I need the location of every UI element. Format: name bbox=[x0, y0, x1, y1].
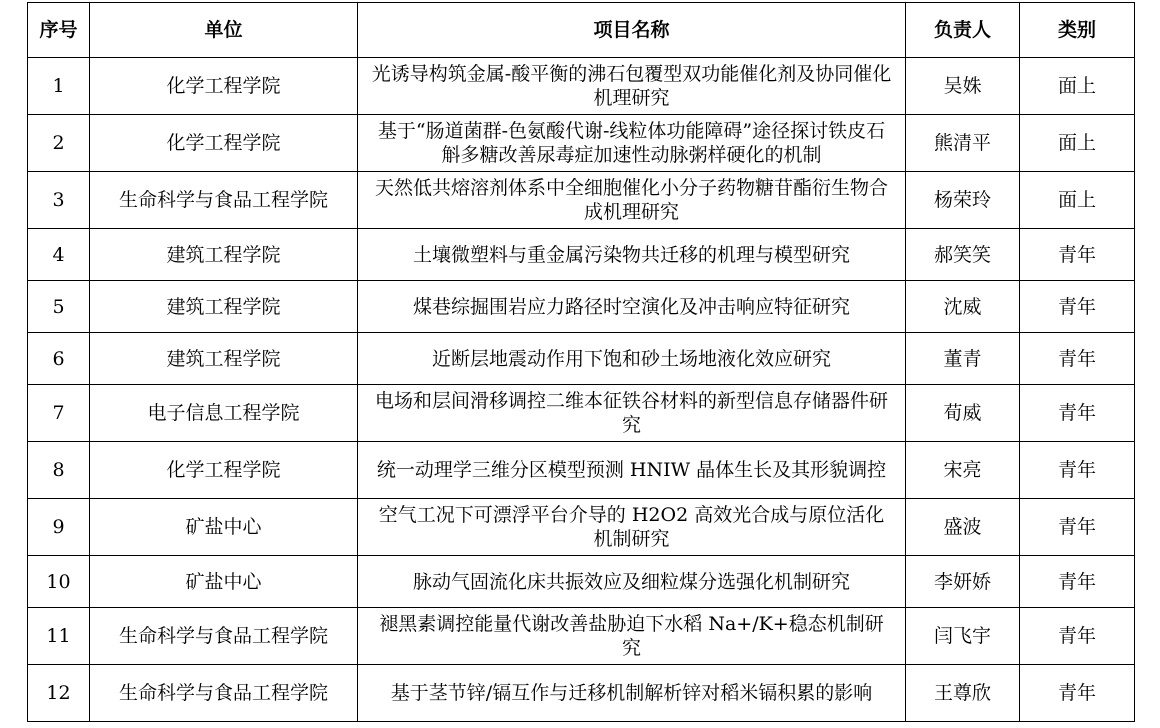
cell-index: 3 bbox=[28, 172, 90, 229]
cell-category: 青年 bbox=[1020, 556, 1135, 608]
cell-leader: 吴姝 bbox=[906, 58, 1020, 115]
table-row bbox=[28, 281, 1135, 333]
cell-category: 青年 bbox=[1020, 281, 1135, 333]
cell-category: 青年 bbox=[1020, 499, 1135, 556]
cell-unit: 电子信息工程学院 bbox=[90, 385, 358, 442]
cell-leader: 董青 bbox=[906, 333, 1020, 385]
cell-unit: 建筑工程学院 bbox=[90, 229, 358, 281]
cell-category: 青年 bbox=[1020, 608, 1135, 665]
cell-leader: 杨荣玲 bbox=[906, 172, 1020, 229]
cell-project: 近断层地震动作用下饱和砂土场地液化效应研究 bbox=[358, 333, 906, 385]
table-row bbox=[28, 385, 1135, 442]
cell-leader: 闫飞宇 bbox=[906, 608, 1020, 665]
cell-project: 基于“肠道菌群-色氨酸代谢-线粒体功能障碍”途径探讨铁皮石斛多糖改善尿毒症加速性动脉粥样硬化的机制 bbox=[358, 115, 906, 172]
cell-index: 12 bbox=[28, 665, 90, 722]
table-row bbox=[28, 608, 1135, 665]
cell-index: 5 bbox=[28, 281, 90, 333]
cell-unit: 建筑工程学院 bbox=[90, 333, 358, 385]
cell-leader: 李妍娇 bbox=[906, 556, 1020, 608]
cell-unit: 化学工程学院 bbox=[90, 115, 358, 172]
cell-category: 青年 bbox=[1020, 385, 1135, 442]
header-row bbox=[28, 3, 1135, 58]
cell-index: 4 bbox=[28, 229, 90, 281]
cell-leader: 沈威 bbox=[906, 281, 1020, 333]
table-row bbox=[28, 665, 1135, 722]
cell-leader: 郝笑笑 bbox=[906, 229, 1020, 281]
cell-category: 青年 bbox=[1020, 442, 1135, 499]
cell-index: 6 bbox=[28, 333, 90, 385]
header-leader: 负责人 bbox=[906, 3, 1020, 58]
cell-project: 土壤微塑料与重金属污染物共迁移的机理与模型研究 bbox=[358, 229, 906, 281]
cell-leader: 荀威 bbox=[906, 385, 1020, 442]
table-row bbox=[28, 499, 1135, 556]
cell-index: 11 bbox=[28, 608, 90, 665]
table-row bbox=[28, 115, 1135, 172]
cell-category: 青年 bbox=[1020, 229, 1135, 281]
cell-category: 面上 bbox=[1020, 58, 1135, 115]
cell-index: 9 bbox=[28, 499, 90, 556]
cell-project: 基于茎节锌/镉互作与迁移机制解析锌对稻米镉积累的影响 bbox=[358, 665, 906, 722]
cell-unit: 生命科学与食品工程学院 bbox=[90, 172, 358, 229]
cell-leader: 盛波 bbox=[906, 499, 1020, 556]
cell-leader: 熊清平 bbox=[906, 115, 1020, 172]
cell-unit: 矿盐中心 bbox=[90, 499, 358, 556]
cell-index: 1 bbox=[28, 58, 90, 115]
cell-index: 10 bbox=[28, 556, 90, 608]
cell-category: 面上 bbox=[1020, 172, 1135, 229]
table-row bbox=[28, 229, 1135, 281]
cell-index: 2 bbox=[28, 115, 90, 172]
cell-unit: 矿盐中心 bbox=[90, 556, 358, 608]
cell-project: 电场和层间滑移调控二维本征铁谷材料的新型信息存储器件研究 bbox=[358, 385, 906, 442]
table-row bbox=[28, 556, 1135, 608]
header-unit: 单位 bbox=[90, 3, 358, 58]
header-index: 序号 bbox=[28, 3, 90, 58]
cell-project: 煤巷综掘围岩应力路径时空演化及冲击响应特征研究 bbox=[358, 281, 906, 333]
table-row bbox=[28, 58, 1135, 115]
header-project: 项目名称 bbox=[358, 3, 906, 58]
cell-category: 面上 bbox=[1020, 115, 1135, 172]
cell-project: 空气工况下可漂浮平台介导的 H2O2 高效光合成与原位活化机制研究 bbox=[358, 499, 906, 556]
cell-index: 7 bbox=[28, 385, 90, 442]
cell-leader: 王尊欣 bbox=[906, 665, 1020, 722]
cell-unit: 化学工程学院 bbox=[90, 442, 358, 499]
table-row bbox=[28, 172, 1135, 229]
cell-leader: 宋亮 bbox=[906, 442, 1020, 499]
cell-project: 天然低共熔溶剂体系中全细胞催化小分子药物糖苷酯衍生物合成机理研究 bbox=[358, 172, 906, 229]
cell-project: 脉动气固流化床共振效应及细粒煤分选强化机制研究 bbox=[358, 556, 906, 608]
cell-unit: 建筑工程学院 bbox=[90, 281, 358, 333]
table-row bbox=[28, 442, 1135, 499]
cell-project: 褪黑素调控能量代谢改善盐胁迫下水稻 Na+/K+稳态机制研究 bbox=[358, 608, 906, 665]
cell-unit: 生命科学与食品工程学院 bbox=[90, 608, 358, 665]
cell-project: 统一动理学三维分区模型预测 HNIW 晶体生长及其形貌调控 bbox=[358, 442, 906, 499]
cell-category: 青年 bbox=[1020, 665, 1135, 722]
table-row bbox=[28, 333, 1135, 385]
project-table bbox=[27, 2, 1135, 722]
cell-unit: 化学工程学院 bbox=[90, 58, 358, 115]
header-category: 类别 bbox=[1020, 3, 1135, 58]
cell-project: 光诱导构筑金属-酸平衡的沸石包覆型双功能催化剂及协同催化机理研究 bbox=[358, 58, 906, 115]
cell-unit: 生命科学与食品工程学院 bbox=[90, 665, 358, 722]
cell-index: 8 bbox=[28, 442, 90, 499]
cell-category: 青年 bbox=[1020, 333, 1135, 385]
